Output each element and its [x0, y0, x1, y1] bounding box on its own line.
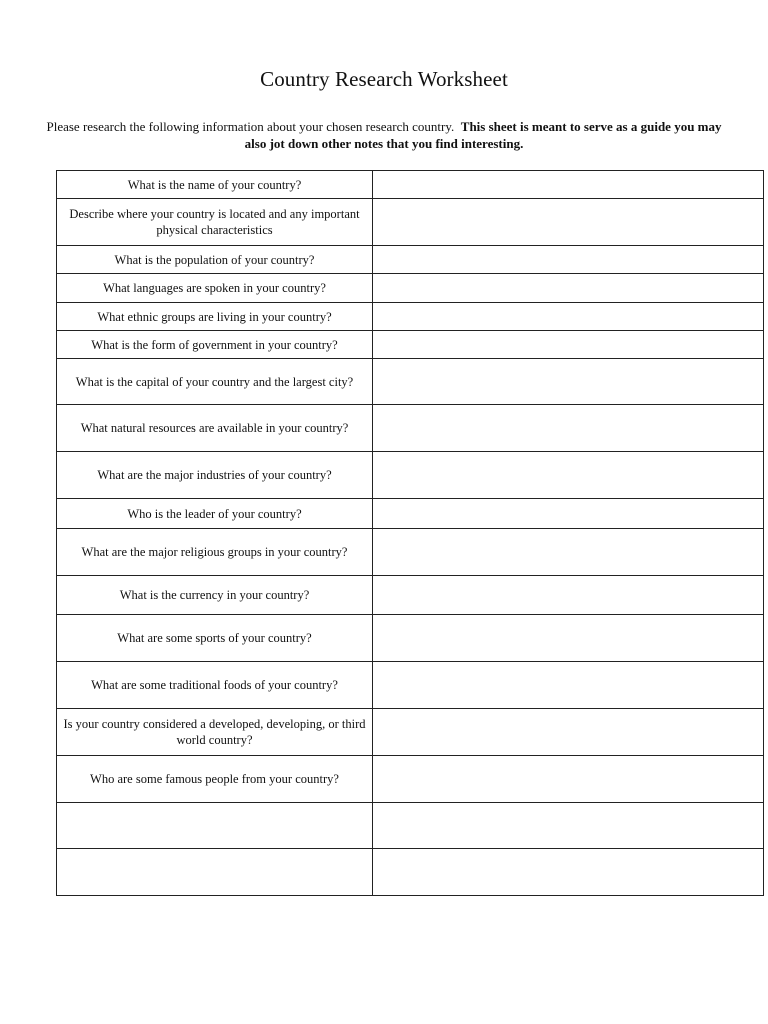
table-row — [57, 803, 764, 849]
answer-cell[interactable] — [373, 171, 764, 199]
answer-cell[interactable] — [373, 709, 764, 756]
answer-cell[interactable] — [373, 405, 764, 452]
answer-cell[interactable] — [373, 452, 764, 499]
question-cell — [57, 803, 373, 849]
answer-cell[interactable] — [373, 615, 764, 662]
question-cell: What is the capital of your country and the largest city? — [57, 359, 373, 405]
answer-cell[interactable] — [373, 274, 764, 303]
question-cell: Is your country considered a developed, developing, or third world country? — [57, 709, 373, 756]
answer-cell[interactable] — [373, 246, 764, 274]
answer-cell[interactable] — [373, 803, 764, 849]
question-cell: What are some traditional foods of your country? — [57, 662, 373, 709]
answer-cell[interactable] — [373, 199, 764, 246]
table-row — [57, 359, 764, 405]
question-cell: What is the currency in your country? — [57, 576, 373, 615]
answer-cell[interactable] — [373, 576, 764, 615]
table-row — [57, 171, 764, 199]
table-row — [57, 756, 764, 803]
table-row — [57, 576, 764, 615]
table-row — [57, 529, 764, 576]
research-table — [56, 170, 764, 896]
question-cell: What is the name of your country? — [57, 171, 373, 199]
table-row — [57, 849, 764, 896]
table-row — [57, 615, 764, 662]
table-row — [57, 246, 764, 274]
question-cell — [57, 849, 373, 896]
table-row — [57, 499, 764, 529]
answer-cell[interactable] — [373, 756, 764, 803]
table-row — [57, 452, 764, 499]
page-title: Country Research Worksheet — [260, 67, 508, 91]
question-cell: What are the major industries of your country? — [57, 452, 373, 499]
answer-cell[interactable] — [373, 303, 764, 331]
question-cell: What languages are spoken in your country? — [57, 274, 373, 303]
answer-cell[interactable] — [373, 499, 764, 529]
question-cell: What are some sports of your country? — [57, 615, 373, 662]
question-cell: Who are some famous people from your country? — [57, 756, 373, 803]
answer-cell[interactable] — [373, 662, 764, 709]
answer-cell[interactable] — [373, 529, 764, 576]
question-cell: What ethnic groups are living in your country? — [57, 303, 373, 331]
question-cell: What natural resources are available in your country? — [57, 405, 373, 452]
table-row — [57, 331, 764, 359]
table-row — [57, 199, 764, 246]
table-row — [57, 662, 764, 709]
table-row — [57, 274, 764, 303]
table-row — [57, 303, 764, 331]
question-cell: What is the population of your country? — [57, 246, 373, 274]
question-cell: Who is the leader of your country? — [57, 499, 373, 529]
answer-cell[interactable] — [373, 849, 764, 896]
answer-cell[interactable] — [373, 331, 764, 359]
answer-cell[interactable] — [373, 359, 764, 405]
instructions-bold-text: This sheet is meant to serve as a guide you may also jot down other notes that you find interesting. — [244, 119, 722, 151]
table-row — [57, 405, 764, 452]
question-cell: Describe where your country is located and any important physical characteristics — [57, 199, 373, 246]
table-row — [57, 709, 764, 756]
question-cell: What are the major religious groups in your country? — [57, 529, 373, 576]
instructions — [40, 118, 728, 152]
instructions-text: Please research the following information about your chosen research country. — [46, 119, 455, 134]
question-cell: What is the form of government in your country? — [57, 331, 373, 359]
